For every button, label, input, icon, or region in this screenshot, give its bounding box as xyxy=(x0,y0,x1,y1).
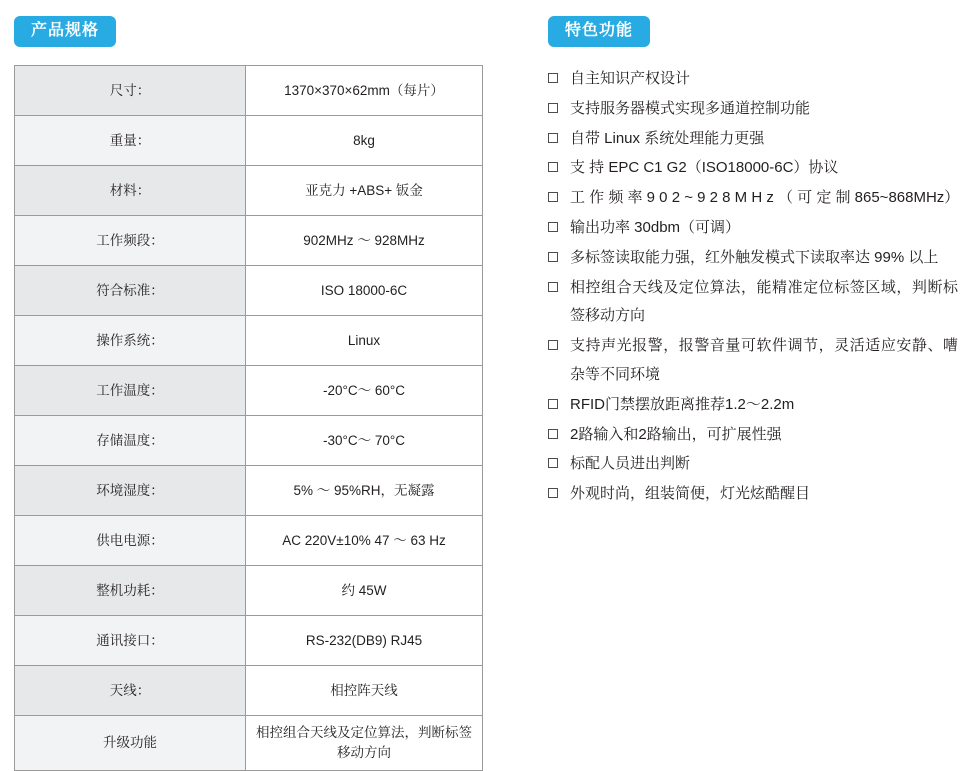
spec-label: 天线： xyxy=(15,666,246,716)
checkbox-icon xyxy=(548,282,558,292)
spec-label: 工作频段： xyxy=(15,216,246,266)
table-row xyxy=(15,466,483,516)
feature-text: 标配人员进出判断 xyxy=(570,455,691,473)
feature-text: 外观时尚，组装简便，灯光炫酷醒目 xyxy=(570,485,811,503)
list-item xyxy=(548,332,958,390)
special-features-section xyxy=(548,16,958,510)
list-item xyxy=(548,95,958,124)
feature-text: 工 作 频 率 9 0 2 ~ 9 2 8 M H z （ 可 定 制 865~868MHz） xyxy=(570,189,960,207)
spec-value: 相控组合天线及定位算法，判断标签移动方向 xyxy=(246,716,483,771)
spec-label: 符合标准： xyxy=(15,266,246,316)
spec-value: 902MHz ～ 928MHz xyxy=(246,216,483,266)
table-row xyxy=(15,716,483,771)
list-item xyxy=(548,391,958,420)
checkbox-icon xyxy=(548,340,558,350)
product-specifications-section xyxy=(14,16,474,771)
feature-text: RFID门禁摆放距离推荐1.2～2.2m xyxy=(570,395,795,413)
feature-text: 支持声光报警，报警音量可软件调节，灵活适应安静、嘈杂等不同环境 xyxy=(570,337,958,383)
table-row xyxy=(15,66,483,116)
table-row xyxy=(15,666,483,716)
spec-value: 1370×370×62mm（每片） xyxy=(246,66,483,116)
list-item xyxy=(548,450,958,479)
list-item xyxy=(548,480,958,509)
spec-value: 约 45W xyxy=(246,566,483,616)
spec-label: 存储温度： xyxy=(15,416,246,466)
list-item xyxy=(548,274,958,332)
feature-text: 2路输入和2路输出，可扩展性强 xyxy=(570,425,782,443)
feature-text: 支 持 EPC C1 G2（ISO18000-6C）协议 xyxy=(570,159,839,177)
table-row xyxy=(15,216,483,266)
table-row xyxy=(15,316,483,366)
feature-text: 多标签读取能力强，红外触发模式下读取率达 99% 以上 xyxy=(570,248,939,266)
spec-label: 操作系统： xyxy=(15,316,246,366)
spec-value: RS-232(DB9) RJ45 xyxy=(246,616,483,666)
feature-text: 支持服务器模式实现多通道控制功能 xyxy=(570,99,811,117)
checkbox-icon xyxy=(548,73,558,83)
spec-label: 整机功耗： xyxy=(15,566,246,616)
checkbox-icon xyxy=(548,222,558,232)
spec-value: ISO 18000-6C xyxy=(246,266,483,316)
list-item xyxy=(548,214,958,243)
checkbox-icon xyxy=(548,429,558,439)
table-row xyxy=(15,116,483,166)
list-item xyxy=(548,244,958,273)
checkbox-icon xyxy=(548,162,558,172)
checkbox-icon xyxy=(548,488,558,498)
table-row xyxy=(15,516,483,566)
product-specifications-heading-wrap xyxy=(14,16,474,47)
list-item xyxy=(548,65,958,94)
spec-value: 相控阵天线 xyxy=(246,666,483,716)
spec-label: 环境湿度： xyxy=(15,466,246,516)
table-row xyxy=(15,616,483,666)
table-row xyxy=(15,166,483,216)
spec-value: -20°C～ 60°C xyxy=(246,366,483,416)
list-item xyxy=(548,125,958,154)
spec-value: 亚克力 +ABS+ 钣金 xyxy=(246,166,483,216)
special-features-heading: 特色功能 xyxy=(548,16,650,47)
spec-value: Linux xyxy=(246,316,483,366)
product-specifications-table xyxy=(14,65,483,771)
list-item xyxy=(548,421,958,450)
checkbox-icon xyxy=(548,458,558,468)
checkbox-icon xyxy=(548,399,558,409)
spec-label: 材料： xyxy=(15,166,246,216)
feature-text: 输出功率 30dbm（可调） xyxy=(570,218,741,236)
spec-label: 尺寸： xyxy=(15,66,246,116)
checkbox-icon xyxy=(548,133,558,143)
spec-value: 8kg xyxy=(246,116,483,166)
spec-label: 通讯接口： xyxy=(15,616,246,666)
table-row xyxy=(15,416,483,466)
checkbox-icon xyxy=(548,103,558,113)
spec-value: 5% ～ 95%RH，无凝露 xyxy=(246,466,483,516)
spec-table-body xyxy=(15,66,483,771)
spec-label: 供电电源： xyxy=(15,516,246,566)
special-features-heading-wrap xyxy=(548,16,958,47)
spec-label: 升级功能 xyxy=(15,716,246,771)
checkbox-icon xyxy=(548,192,558,202)
feature-text: 相控组合天线及定位算法，能精准定位标签区域，判断标签移动方向 xyxy=(570,278,958,325)
product-specifications-heading: 产品规格 xyxy=(14,16,116,47)
table-row xyxy=(15,366,483,416)
feature-text: 自带 Linux 系统处理能力更强 xyxy=(570,129,765,147)
table-row xyxy=(15,266,483,316)
checkbox-icon xyxy=(548,252,558,262)
spec-label: 工作温度： xyxy=(15,366,246,416)
spec-value: -30°C～ 70°C xyxy=(246,416,483,466)
list-item xyxy=(548,154,958,183)
table-row xyxy=(15,566,483,616)
feature-text: 自主知识产权设计 xyxy=(570,70,691,87)
spec-label: 重量： xyxy=(15,116,246,166)
list-item xyxy=(548,184,958,213)
spec-value: AC 220V±10% 47 ～ 63 Hz xyxy=(246,516,483,566)
special-features-list xyxy=(548,65,958,509)
